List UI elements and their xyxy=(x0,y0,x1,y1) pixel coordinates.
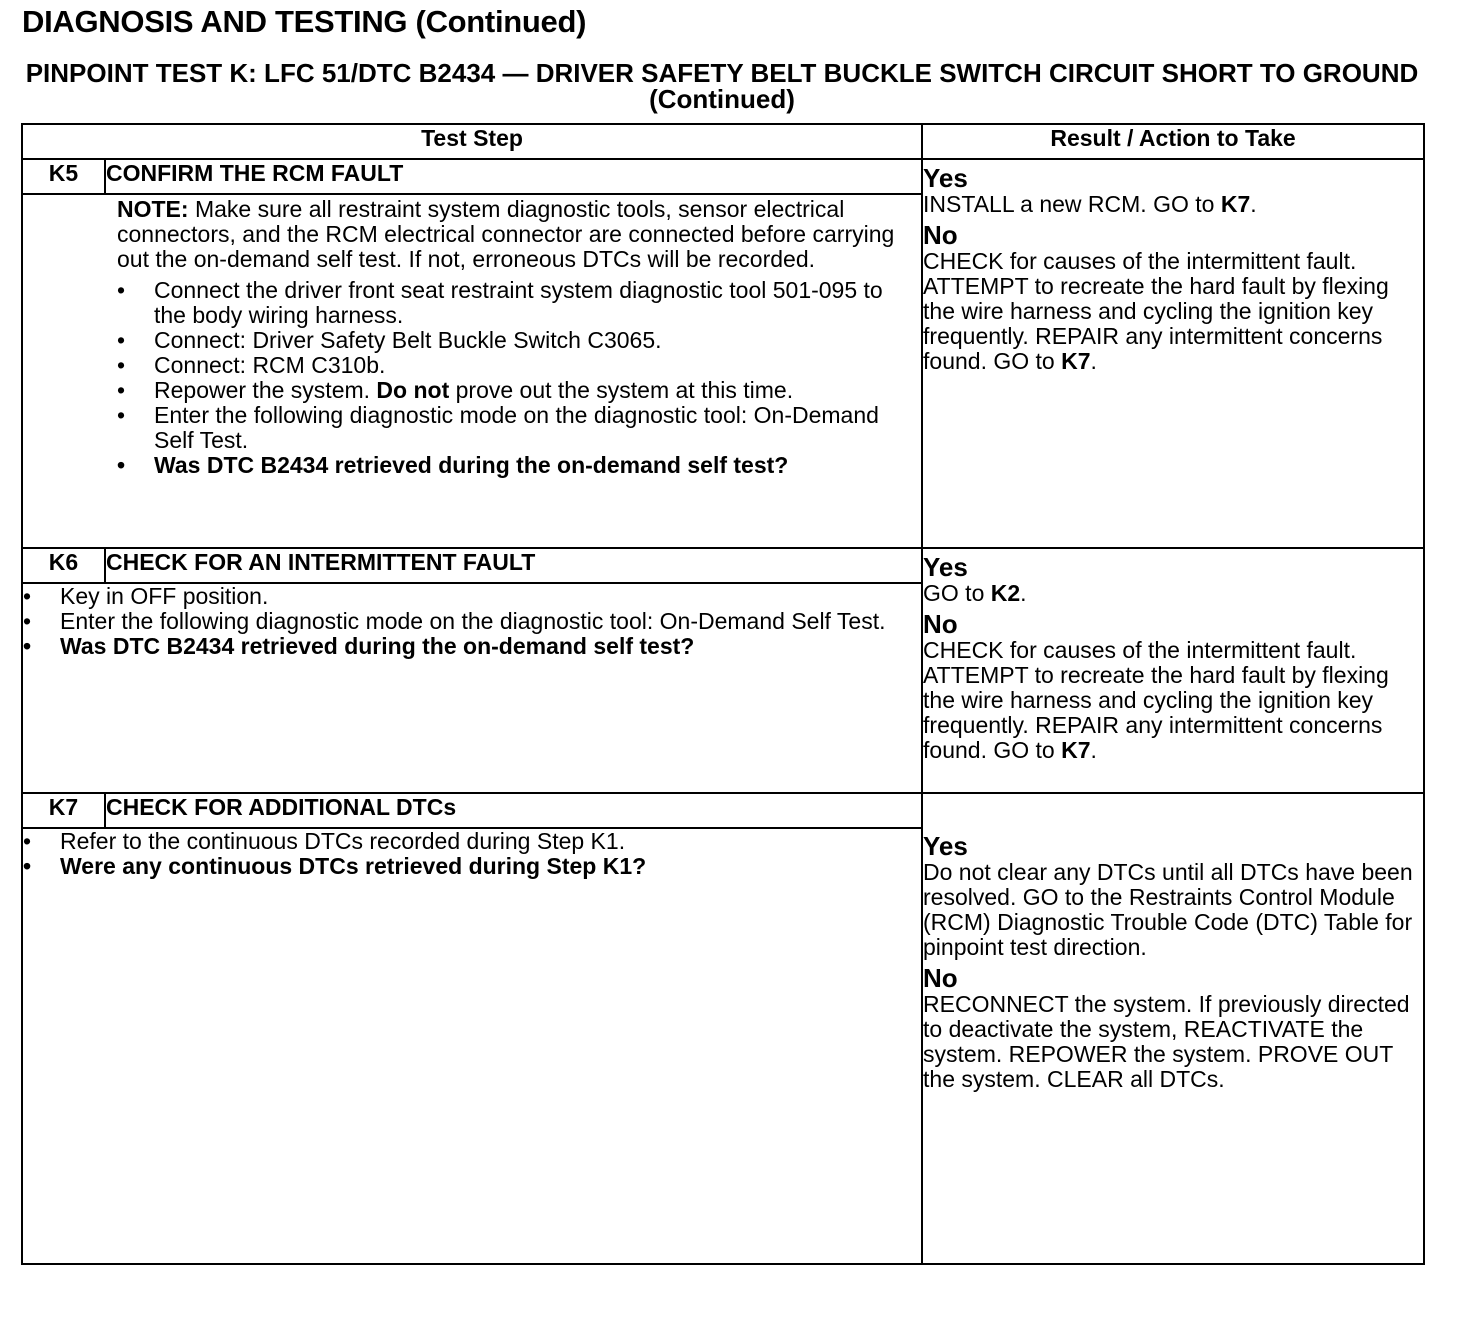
list-item: • Enter the following diagnostic mode on the diagnostic tool: On-Demand Self Test. xyxy=(117,403,921,453)
step-title: CHECK FOR AN INTERMITTENT FAULT xyxy=(105,548,922,583)
step-reference: K7 xyxy=(1061,348,1091,374)
step-row xyxy=(22,793,1424,828)
step-title: CHECK FOR ADDITIONAL DTCs xyxy=(105,793,922,828)
step-body xyxy=(22,194,922,548)
list-item: • Connect the driver front seat restraint system diagnostic tool 501-095 to the body wiring harness. xyxy=(117,278,921,328)
yes-label: Yes xyxy=(923,552,968,582)
yes-label: Yes xyxy=(923,163,968,193)
step-reference: K7 xyxy=(1220,191,1251,217)
step-reference: K2 xyxy=(990,580,1021,606)
step-result xyxy=(922,793,1424,1264)
step-result xyxy=(922,159,1424,548)
list-item: • Enter the following diagnostic mode on the diagnostic tool: On-Demand Self Test. xyxy=(23,609,921,634)
step-row xyxy=(22,548,1424,583)
note-paragraph: NOTE: Make sure all restraint system diagnostic tools, sensor electrical connectors, and the RCM electrical connector are connected before carrying out the on-demand self test. If not, erroneous DTCs will be recorded. xyxy=(117,196,895,272)
no-action: RECONNECT the system. If previously directed to deactivate the system, REACTIVATE the system. REPOWER the system. PROVE OUT the system. CLEAR all DTCs. xyxy=(923,991,1410,1092)
list-item: • Was DTC B2434 retrieved during the on-demand self test? xyxy=(117,453,921,478)
table-header-row xyxy=(22,124,1424,159)
list-item: • Connect: Driver Safety Belt Buckle Switch C3065. xyxy=(117,328,921,353)
list-item: • Connect: RCM C310b. xyxy=(117,353,921,378)
step-reference: K7 xyxy=(1061,737,1091,763)
step-instructions xyxy=(117,278,921,478)
yes-label: Yes xyxy=(923,831,968,861)
list-item: • Were any continuous DTCs retrieved during Step K1? xyxy=(23,854,921,879)
step-result xyxy=(922,548,1424,793)
list-item: • Repower the system. Do not prove out the system at this time. xyxy=(117,378,921,403)
no-label: No xyxy=(923,609,958,639)
step-body xyxy=(22,583,922,793)
yes-action: INSTALL a new RCM. GO to K7. xyxy=(923,191,1257,217)
header-result-action: Result / Action to Take xyxy=(922,124,1424,159)
step-body xyxy=(22,828,922,1264)
pinpoint-test-table xyxy=(21,123,1425,1265)
step-row xyxy=(22,159,1424,194)
pinpoint-test-title: PINPOINT TEST K: LFC 51/DTC B2434 — DRIVER SAFETY BELT BUCKLE SWITCH CIRCUIT SHORT TO GROUND (Continued) xyxy=(25,58,1419,114)
yes-action: GO to K2. xyxy=(923,580,1027,606)
list-item: • Was DTC B2434 retrieved during the on-demand self test? xyxy=(23,634,921,659)
no-label: No xyxy=(923,963,958,993)
yes-action: Do not clear any DTCs until all DTCs have been resolved. GO to the Restraints Control Module (RCM) Diagnostic Trouble Code (DTC) Table for pinpoint test direction. xyxy=(923,859,1413,960)
step-id: K6 xyxy=(22,548,105,583)
step-instructions xyxy=(23,829,921,879)
step-id: K7 xyxy=(22,793,105,828)
no-label: No xyxy=(923,220,958,250)
page-title: DIAGNOSIS AND TESTING (Continued) xyxy=(22,4,587,39)
header-test-step: Test Step xyxy=(22,124,922,159)
list-item: • Refer to the continuous DTCs recorded during Step K1. xyxy=(23,829,921,854)
step-instructions xyxy=(23,584,921,659)
no-action: CHECK for causes of the intermittent fault. ATTEMPT to recreate the hard fault by flexing the wire harness and cycling the ignition key frequently. REPAIR any intermittent concerns found. GO to K7. xyxy=(923,637,1389,763)
note-label: NOTE: xyxy=(117,196,189,222)
step-title: CONFIRM THE RCM FAULT xyxy=(105,159,922,194)
step-id: K5 xyxy=(22,159,105,194)
list-item: • Key in OFF position. xyxy=(23,584,921,609)
no-action: CHECK for causes of the intermittent fault. ATTEMPT to recreate the hard fault by flexing the wire harness and cycling the ignition key frequently. REPAIR any intermittent concerns found. GO to K7. xyxy=(923,248,1389,374)
